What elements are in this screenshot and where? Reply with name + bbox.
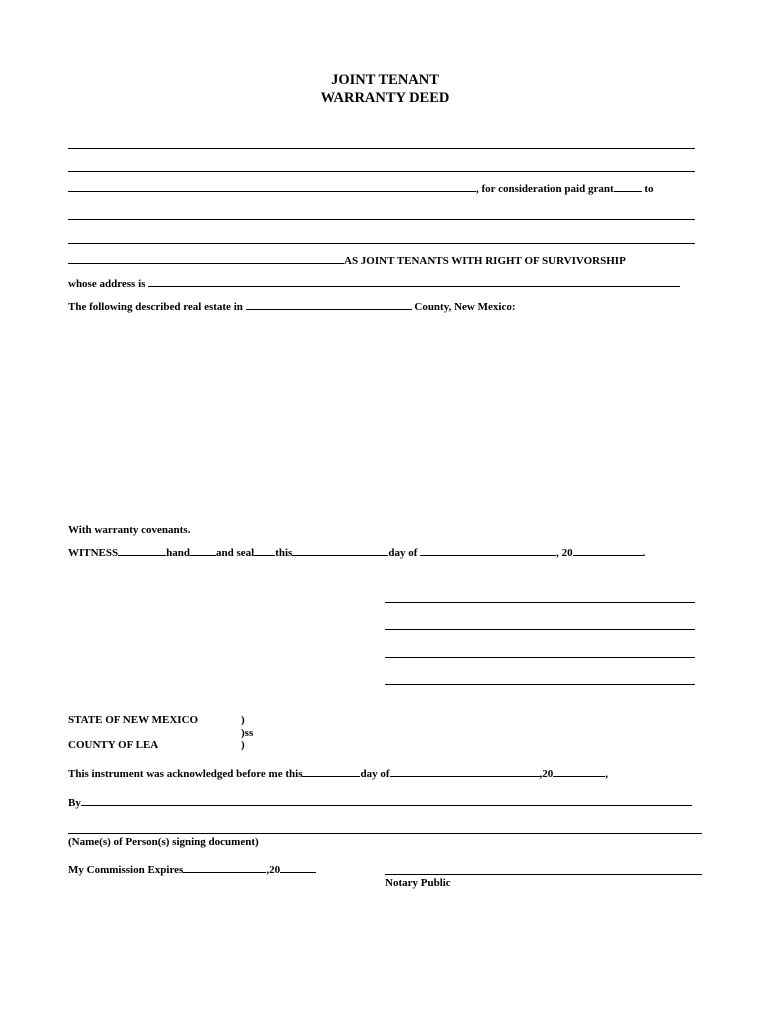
names-line[interactable]: [68, 833, 702, 834]
commission-label: My Commission Expires: [68, 864, 184, 876]
county-field[interactable]: [246, 308, 412, 310]
ack-year-blank[interactable]: [553, 775, 605, 777]
names-label: (Name(s) of Person(s) signing document): [68, 836, 259, 848]
grantor-line-2[interactable]: [68, 171, 695, 172]
ack-comma: ,: [605, 768, 609, 780]
by-label: By: [68, 797, 81, 809]
ack-month-blank[interactable]: [390, 775, 540, 777]
grant-suffix-blank[interactable]: [614, 190, 642, 192]
day-of-label: day of: [388, 547, 418, 559]
county-label: COUNTY OF LEA: [68, 739, 159, 751]
acknowledged-text: This instrument was acknowledged before me this: [68, 768, 303, 780]
seal-blank[interactable]: [254, 554, 275, 556]
signature-line-4[interactable]: [385, 684, 695, 685]
signature-line-1[interactable]: [385, 602, 695, 603]
commission-row: [68, 864, 316, 877]
notary-public-label: Notary Public: [385, 877, 451, 889]
notary-signature-line[interactable]: [385, 874, 702, 875]
venue-ss: )ss: [241, 727, 254, 739]
month-blank[interactable]: [420, 554, 556, 556]
hand-blank[interactable]: [190, 554, 216, 556]
hand-label: hand: [166, 547, 190, 559]
grantee-line-1[interactable]: [68, 219, 695, 220]
witness-label: WITNESS: [68, 547, 119, 559]
address-field[interactable]: [148, 285, 680, 287]
ack-day-blank[interactable]: [302, 775, 360, 777]
ack-day-of-label: day of: [360, 768, 390, 780]
year-blank[interactable]: [573, 554, 643, 556]
real-estate-prefix: The following described real estate in: [68, 301, 243, 313]
by-field[interactable]: [81, 804, 692, 806]
venue-paren-bottom: ): [241, 739, 245, 751]
grantee-line-2[interactable]: [68, 243, 695, 244]
document-title-line-1: JOINT TENANT: [331, 72, 439, 88]
consideration-row: [68, 183, 654, 196]
ack-twenty-label: ,20: [539, 768, 554, 780]
address-label: whose address is: [68, 278, 146, 290]
grantee-line-3[interactable]: [68, 262, 344, 264]
document-title-line-2: WARRANTY DEED: [320, 90, 450, 106]
covenants-text: With warranty covenants.: [68, 524, 191, 536]
witness-blank[interactable]: [118, 554, 166, 556]
commission-year-blank[interactable]: [280, 871, 316, 873]
grantor-line-3[interactable]: [68, 190, 476, 192]
twenty-label: , 20: [556, 547, 573, 559]
acknowledgment-row: [68, 768, 608, 781]
property-description-area[interactable]: [68, 320, 695, 515]
state-label: STATE OF NEW MEXICO: [68, 714, 199, 726]
day-blank[interactable]: [292, 554, 388, 556]
joint-tenants-text: AS JOINT TENANTS WITH RIGHT OF SURVIVORSHIP: [344, 255, 626, 267]
commission-date-blank[interactable]: [183, 871, 266, 873]
witness-row: [68, 547, 645, 560]
and-seal-label: and seal: [216, 547, 255, 559]
joint-tenants-row: [68, 255, 626, 268]
signature-line-3[interactable]: [385, 657, 695, 658]
real-estate-row: [68, 301, 516, 314]
commission-twenty: ,20: [266, 864, 281, 876]
period-text: .: [642, 547, 646, 559]
to-text: to: [641, 183, 654, 195]
signature-line-2[interactable]: [385, 629, 695, 630]
address-row: [68, 278, 680, 291]
by-row: [68, 797, 692, 810]
this-label: this: [275, 547, 293, 559]
real-estate-suffix: County, New Mexico:: [414, 301, 516, 313]
consideration-text: , for consideration paid grant: [476, 183, 614, 195]
grantor-line-1[interactable]: [68, 148, 695, 149]
venue-paren-top: ): [241, 714, 245, 726]
